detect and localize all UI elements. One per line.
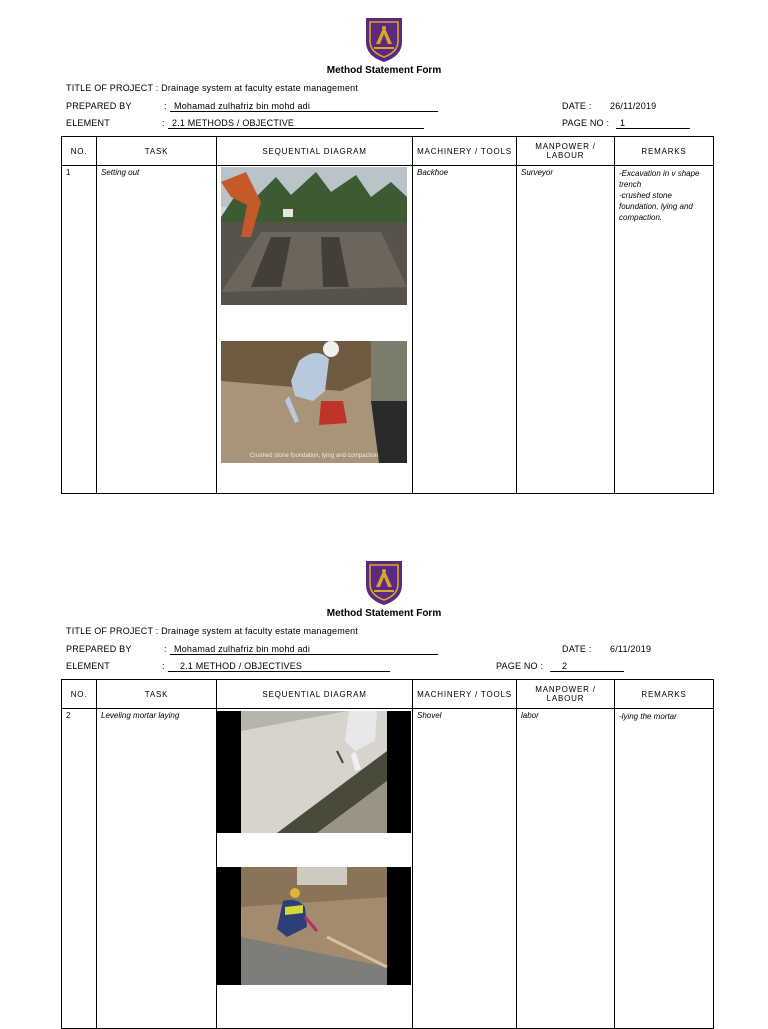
- cell-sequential-diagram: [217, 166, 413, 494]
- cell-sequential-diagram: [217, 709, 413, 1029]
- title-of-project-line: TITLE OF PROJECT : Drainage system at faculty estate management: [66, 626, 359, 636]
- table-header-row: [62, 137, 714, 166]
- header-sequential-diagram: SEQUENTIAL DIAGRAM: [217, 680, 413, 709]
- crushed-stone-compaction-photo: [221, 341, 407, 463]
- prepared-by-label: PREPARED BY: [66, 101, 132, 111]
- title-of-project-value: Drainage system at faculty estate management: [161, 626, 359, 636]
- university-crest-logo: [362, 557, 406, 607]
- method-statement-page-2: [0, 543, 768, 1024]
- form-title: Method Statement Form: [326, 608, 442, 619]
- prepared-by-value: Mohamad zulhafriz bin mohd adi: [174, 644, 311, 654]
- element-field: [168, 661, 390, 672]
- page-no-label: PAGE NO :: [496, 661, 544, 671]
- date-label: DATE :: [562, 644, 592, 654]
- university-crest-logo: [362, 14, 406, 64]
- prepared-by-colon: :: [164, 101, 167, 111]
- method-statement-table: [61, 136, 714, 494]
- date-value: 6/11/2019: [610, 644, 652, 654]
- cell-remarks: -Excavation in v shape trench -crushed stone foundation, lying and compaction.: [615, 166, 714, 494]
- title-of-project-value: Drainage system at faculty estate management: [161, 83, 359, 93]
- date-value: 26/11/2019: [610, 101, 657, 111]
- page-no-label: PAGE NO :: [562, 118, 610, 128]
- page-no-value: 1: [620, 118, 626, 128]
- table-row: [62, 166, 714, 494]
- header-task: TASK: [97, 137, 217, 166]
- header-no: NO.: [62, 680, 97, 709]
- header-task: TASK: [97, 680, 217, 709]
- header-no: NO.: [62, 137, 97, 166]
- cell-manpower-labour: Surveyor: [517, 166, 615, 494]
- header-manpower-labour: MANPOWER / LABOUR: [517, 137, 615, 166]
- prepared-by-value: Mohamad zulhafriz bin mohd adi: [174, 101, 311, 111]
- page-no-field: [550, 661, 624, 672]
- prepared-by-field: [170, 644, 438, 655]
- header-remarks: REMARKS: [615, 137, 714, 166]
- prepared-by-label: PREPARED BY: [66, 644, 132, 654]
- prepared-by-colon: :: [164, 644, 167, 654]
- method-statement-table: [61, 679, 714, 1029]
- form-title: Method Statement Form: [326, 65, 442, 76]
- cell-no: 2: [62, 709, 97, 1029]
- excavation-site-photo: [221, 167, 407, 305]
- cell-machinery-tools: Shovel: [413, 709, 517, 1029]
- prepared-by-field: [170, 101, 438, 112]
- page-no-value: 2: [562, 661, 568, 671]
- title-of-project-label: TITLE OF PROJECT: [66, 626, 154, 636]
- cell-no: 1: [62, 166, 97, 494]
- date-label: DATE :: [562, 101, 592, 111]
- mortar-trench-photo: [217, 711, 411, 833]
- leveling-mortar-worker-photo: [217, 867, 411, 985]
- header-manpower-labour: MANPOWER / LABOUR: [517, 680, 615, 709]
- cell-remarks: -lying the mortar: [615, 709, 714, 1029]
- title-of-project-line: TITLE OF PROJECT : Drainage system at faculty estate management: [66, 83, 359, 93]
- cell-machinery-tools: Backhoe: [413, 166, 517, 494]
- table-row: [62, 709, 714, 1029]
- element-label: ELEMENT: [66, 661, 110, 671]
- element-label: ELEMENT: [66, 118, 110, 128]
- header-machinery-tools: MACHINERY / TOOLS: [413, 137, 517, 166]
- element-field: [168, 118, 424, 129]
- element-colon: :: [162, 118, 165, 128]
- header-remarks: REMARKS: [615, 680, 714, 709]
- cell-task: Setting out: [97, 166, 217, 494]
- header-machinery-tools: MACHINERY / TOOLS: [413, 680, 517, 709]
- photo-caption: Crushed stone foundation, lying and compaction: [249, 453, 379, 459]
- title-of-project-label: TITLE OF PROJECT: [66, 83, 154, 93]
- table-header-row: [62, 680, 714, 709]
- cell-manpower-labour: labor: [517, 709, 615, 1029]
- page-no-field: [616, 118, 690, 129]
- header-sequential-diagram: SEQUENTIAL DIAGRAM: [217, 137, 413, 166]
- element-value: 2.1 METHOD / OBJECTIVES: [180, 661, 303, 671]
- element-colon: :: [162, 661, 165, 671]
- element-value: 2.1 METHODS / OBJECTIVE: [172, 118, 295, 128]
- cell-task: Leveling mortar laying: [97, 709, 217, 1029]
